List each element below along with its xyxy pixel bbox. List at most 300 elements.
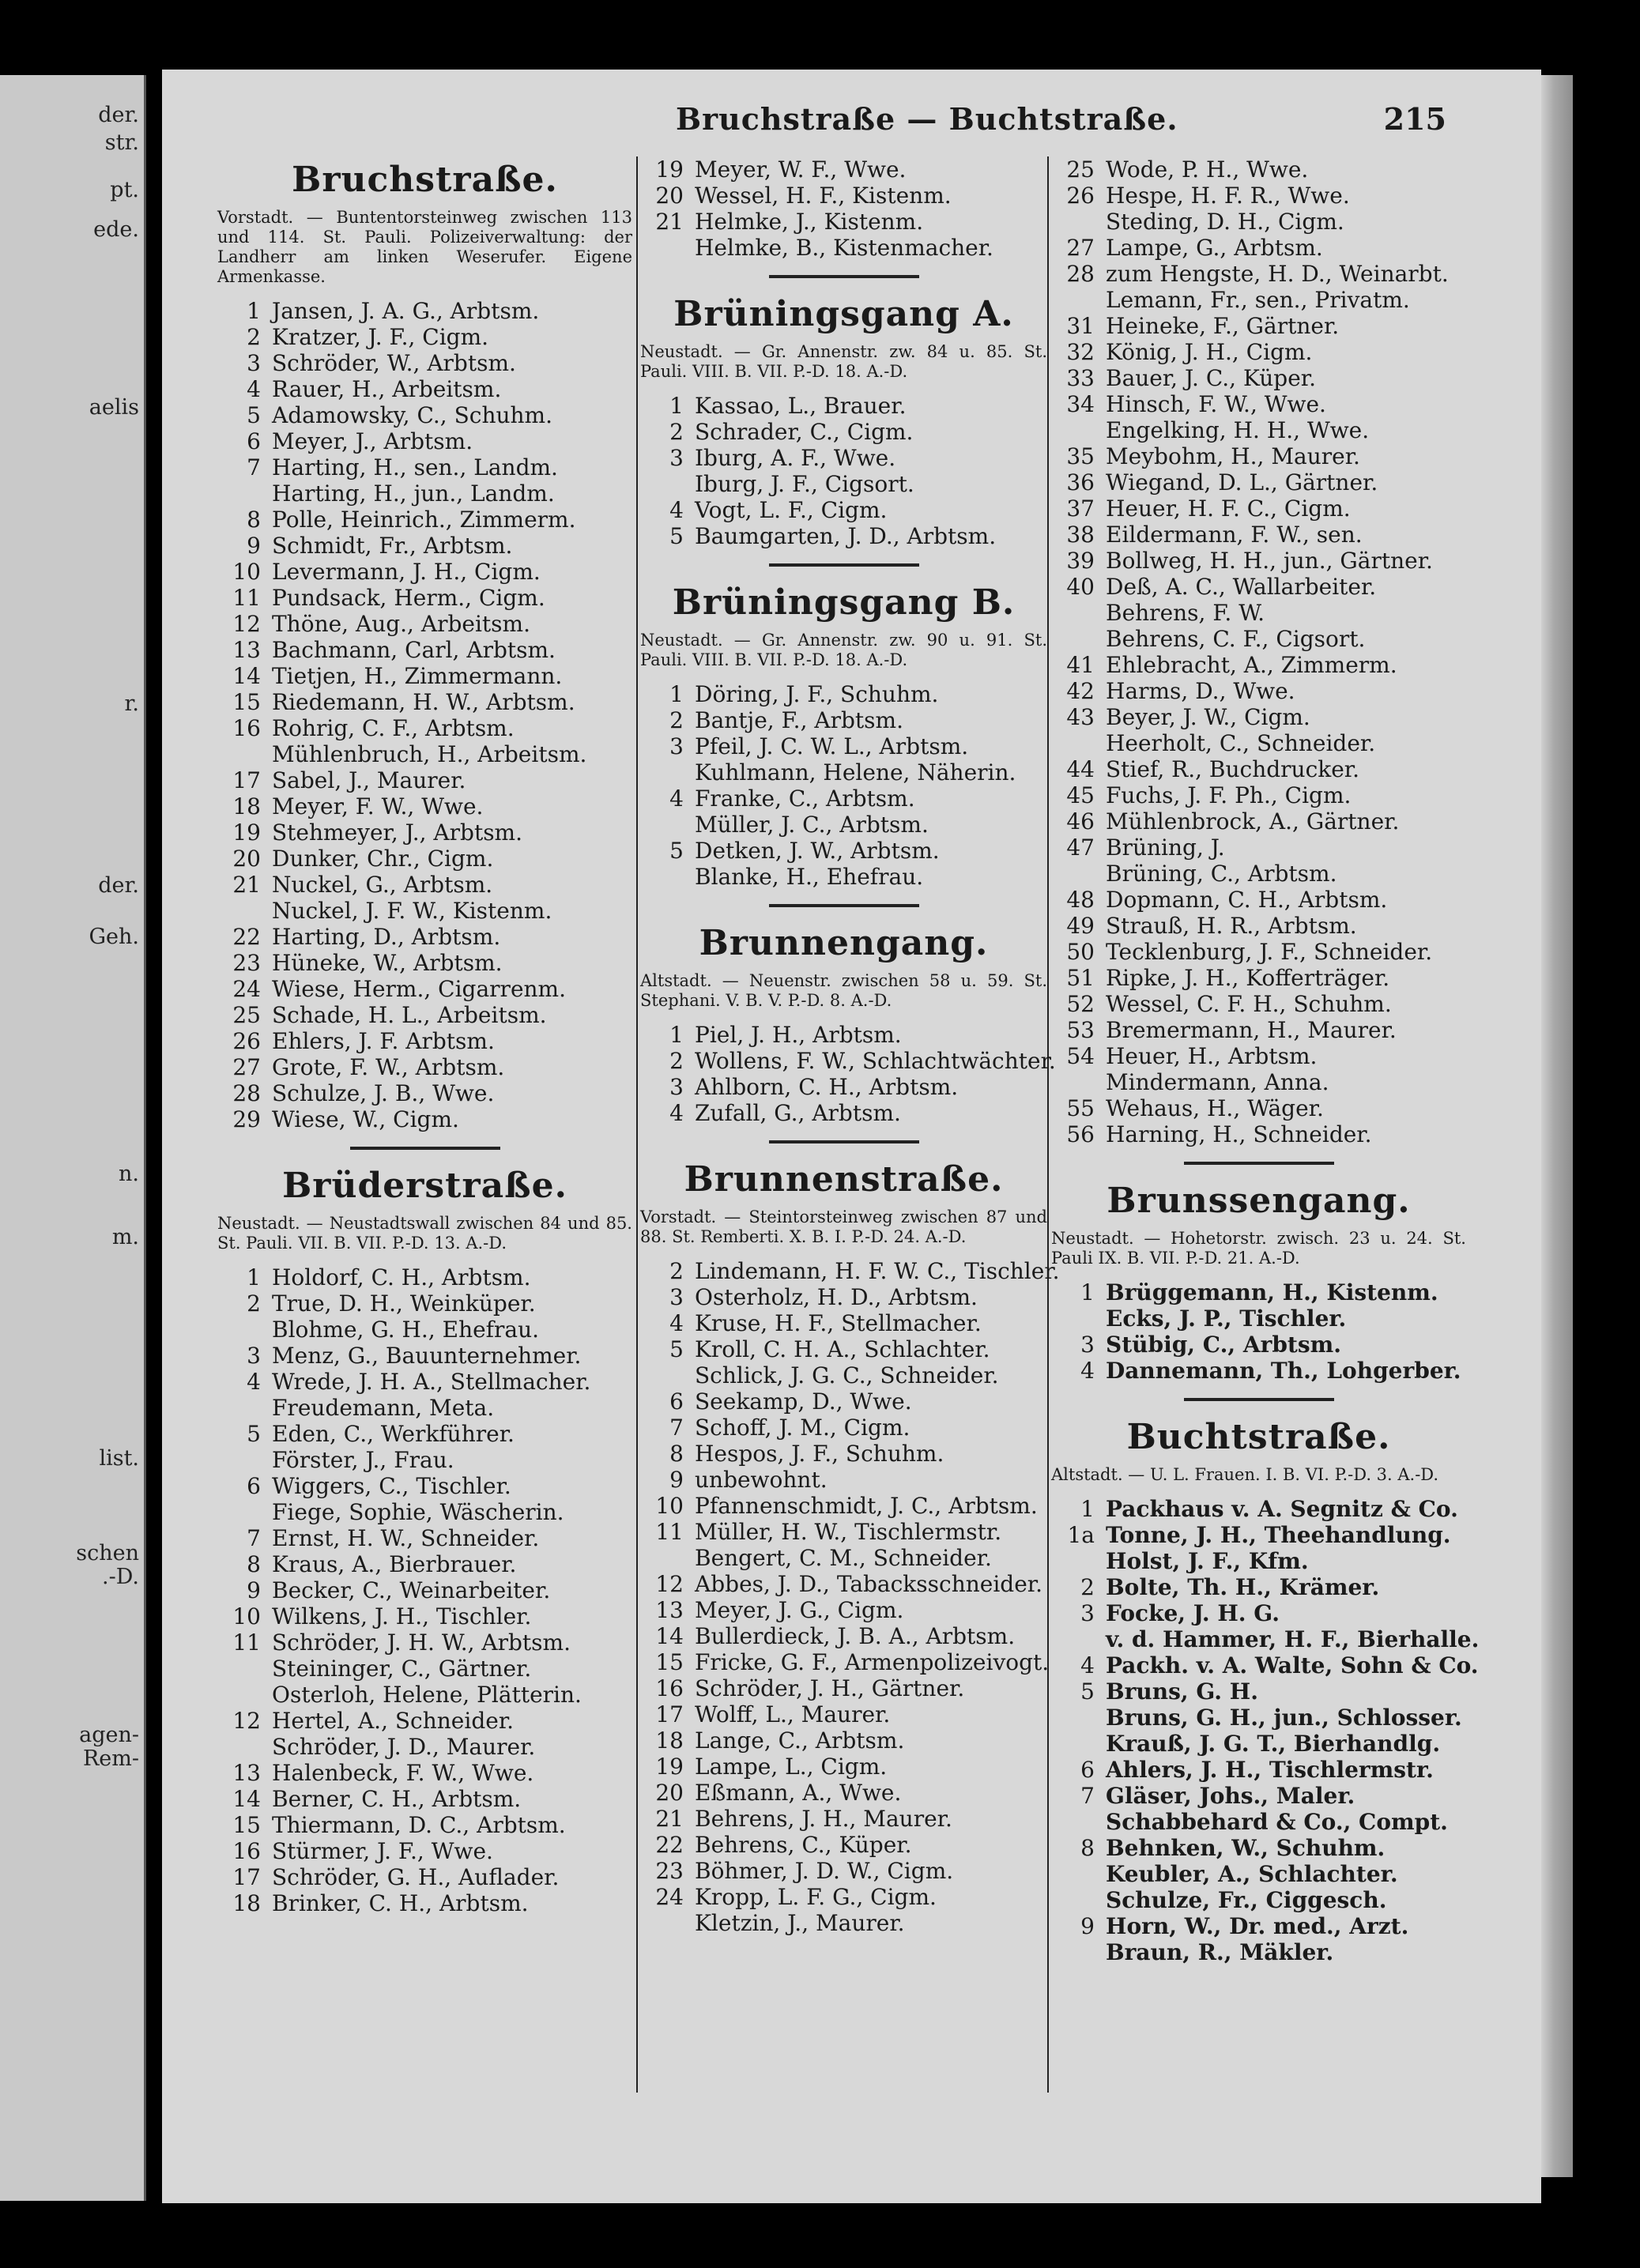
- resident-name: Packhaus v. A. Segnitz & Co.: [1106, 1496, 1458, 1522]
- resident-entry: [217, 872, 632, 898]
- resident-entry: [217, 1473, 632, 1499]
- resident-name: Lemann, Fr., sen., Privatm.: [1106, 287, 1410, 313]
- resident-name: Kropp, L. F. G., Cigm.: [695, 1884, 937, 1910]
- house-number: 29: [232, 1106, 261, 1132]
- resident-name: Hespos, J. F., Schuhm.: [695, 1441, 944, 1467]
- house-number: 4: [1080, 1652, 1095, 1678]
- resident-name: Lampe, L., Cigm.: [695, 1754, 888, 1780]
- resident-entry: [1051, 756, 1466, 782]
- resident-entry: [217, 1864, 632, 1890]
- resident-entry: [640, 812, 1047, 838]
- resident-entry: [217, 1421, 632, 1447]
- street-heading: Buchtstraße.: [1126, 1417, 1391, 1457]
- resident-entry: [640, 1362, 1047, 1388]
- house-number: 44: [1066, 756, 1095, 782]
- resident-name: Nuckel, J. F. W., Kistenm.: [272, 898, 552, 924]
- resident-entry: [217, 846, 632, 872]
- house-number: 56: [1066, 1121, 1095, 1147]
- resident-entry: [217, 480, 632, 507]
- resident-name: Bullerdieck, J. B. A., Arbtsm.: [695, 1623, 1016, 1649]
- resident-entry: [1051, 1279, 1466, 1305]
- left-page-text: der.: [98, 873, 139, 898]
- left-page-text: str.: [104, 130, 139, 155]
- resident-name: Tecklenburg, J. F., Schneider.: [1106, 939, 1433, 965]
- house-number: 46: [1066, 808, 1095, 834]
- house-number: 1a: [1067, 1522, 1095, 1548]
- resident-name: König, J. H., Cigm.: [1106, 339, 1313, 365]
- house-number: 3: [669, 733, 684, 759]
- column-3: [1051, 156, 1480, 1965]
- resident-entry: [640, 1623, 1047, 1649]
- street-description: Neustadt. — Neustadtswall zwischen 84 und 85. St. Pauli. VII. B. VII. P.-D. 13. A.-D.: [217, 1214, 632, 1253]
- house-number: 35: [1066, 443, 1095, 469]
- resident-name: Bruns, G. H., jun., Schlosser.: [1106, 1705, 1462, 1731]
- running-header: [162, 101, 1541, 149]
- house-number: 1: [669, 393, 684, 419]
- house-number: 21: [232, 872, 261, 898]
- house-number: 8: [247, 507, 261, 533]
- house-number: 25: [1066, 156, 1095, 183]
- resident-entry: [217, 1577, 632, 1603]
- house-number: [1051, 1809, 1106, 1835]
- street-description: Neustadt. — Gr. Annenstr. zw. 84 u. 85. St. Pauli. VIII. B. VII. P.-D. 18. A.-D.: [640, 342, 1047, 381]
- resident-name: Holdorf, C. H., Arbtsm.: [272, 1264, 531, 1290]
- resident-name: Schoff, J. M., Cigm.: [695, 1415, 910, 1441]
- resident-entry: [1051, 1835, 1466, 1861]
- left-page-text: n.: [119, 1162, 139, 1186]
- resident-name: Hüneke, W., Arbtsm.: [272, 950, 503, 976]
- house-number: 32: [1066, 339, 1095, 365]
- resident-name: v. d. Hammer, H. F., Bierhalle.: [1106, 1626, 1480, 1652]
- resident-entry: [217, 559, 632, 585]
- resident-entry: [1051, 469, 1466, 495]
- resident-entry: [640, 1441, 1047, 1467]
- resident-name: Behrens, C., Küper.: [695, 1832, 912, 1858]
- resident-entry: [1051, 730, 1466, 756]
- resident-name: Kroll, C. H. A., Schlachter.: [695, 1336, 990, 1362]
- house-number: [1051, 600, 1106, 626]
- resident-entry: [1051, 1705, 1466, 1731]
- house-number: [640, 471, 695, 497]
- resident-name: Grote, F. W., Arbtsm.: [272, 1054, 505, 1080]
- resident-entry: [1051, 495, 1466, 522]
- resident-entry: [1051, 313, 1466, 339]
- resident-entry: [1051, 1121, 1466, 1147]
- house-number: 2: [247, 1290, 261, 1317]
- resident-name: Braun, R., Mäkler.: [1106, 1939, 1334, 1965]
- house-number: [1051, 1705, 1106, 1731]
- house-number: [217, 1656, 272, 1682]
- resident-name: Bruns, G. H.: [1106, 1678, 1259, 1705]
- resident-name: Wrede, J. H. A., Stellmacher.: [272, 1369, 591, 1395]
- resident-name: Schrader, C., Cigm.: [695, 419, 914, 445]
- resident-name: Beyer, J. W., Cigm.: [1106, 704, 1310, 730]
- house-number: 36: [1066, 469, 1095, 495]
- resident-name: Kraus, A., Bierbrauer.: [272, 1551, 517, 1577]
- resident-entry: [1051, 1731, 1466, 1757]
- resident-name: Bolte, Th. H., Krämer.: [1106, 1574, 1380, 1600]
- house-number: [640, 1910, 695, 1936]
- resident-entry: [640, 838, 1047, 864]
- house-number: 9: [247, 533, 261, 559]
- resident-entry: [640, 1910, 1047, 1936]
- resident-entry: [217, 533, 632, 559]
- resident-name: Mühlenbruch, H., Arbeitsm.: [272, 741, 587, 767]
- resident-entry: [640, 864, 1047, 890]
- house-number: 48: [1066, 887, 1095, 913]
- resident-name: Gläser, Johs., Maler.: [1106, 1783, 1355, 1809]
- resident-name: Eßmann, A., Wwe.: [695, 1780, 902, 1806]
- street-description: Neustadt. — Gr. Annenstr. zw. 90 u. 91. St. Pauli. VIII. B. VII. P.-D. 18. A.-D.: [640, 631, 1047, 669]
- resident-name: Helmke, B., Kistenmacher.: [695, 235, 993, 261]
- house-number: 3: [669, 1284, 684, 1310]
- house-number: 9: [247, 1577, 261, 1603]
- resident-entry: [640, 445, 1047, 471]
- resident-entry: [640, 707, 1047, 733]
- street-heading: Brunssengang.: [1107, 1181, 1411, 1221]
- resident-name: Deß, A. C., Wallarbeiter.: [1106, 574, 1377, 600]
- resident-name: Wolff, L., Maurer.: [695, 1701, 891, 1727]
- resident-entry: [217, 976, 632, 1002]
- house-number: 37: [1066, 495, 1095, 522]
- house-number: 3: [247, 1343, 261, 1369]
- street-description: Altstadt. — U. L. Frauen. I. B. VI. P.-D. 3. A.-D.: [1051, 1465, 1439, 1484]
- resident-name: Abbes, J. D., Tabacksschneider.: [695, 1571, 1042, 1597]
- resident-entry: [640, 1519, 1047, 1545]
- house-number: 2: [669, 419, 684, 445]
- house-number: 24: [232, 976, 261, 1002]
- resident-name: Meyer, F. W., Wwe.: [272, 793, 484, 819]
- resident-name: Stürmer, J. F., Wwe.: [272, 1838, 493, 1864]
- resident-entry: [640, 209, 1047, 235]
- resident-name: Böhmer, J. D. W., Cigm.: [695, 1858, 954, 1884]
- house-number: 21: [655, 209, 684, 235]
- resident-entry: [640, 419, 1047, 445]
- resident-entry: [640, 1048, 1056, 1074]
- house-number: 14: [655, 1623, 684, 1649]
- resident-name: Meyer, J. G., Cigm.: [695, 1597, 904, 1623]
- resident-entry: [217, 1317, 632, 1343]
- page-number: 215: [1383, 101, 1446, 137]
- resident-name: Bollweg, H. H., jun., Gärtner.: [1106, 548, 1433, 574]
- house-number: 7: [247, 1525, 261, 1551]
- house-number: [1051, 1305, 1106, 1332]
- resident-entry: [217, 1080, 632, 1106]
- resident-name: Menz, G., Bauunternehmer.: [272, 1343, 582, 1369]
- left-page-text: .-D.: [102, 1565, 139, 1589]
- resident-name: Schmidt, Fr., Arbtsm.: [272, 533, 513, 559]
- house-number: 22: [655, 1832, 684, 1858]
- resident-name: Fuchs, J. F. Ph., Cigm.: [1106, 782, 1352, 808]
- house-number: 7: [1080, 1783, 1095, 1809]
- resident-name: Wehaus, H., Wäger.: [1106, 1095, 1324, 1121]
- house-number: 9: [1080, 1913, 1095, 1939]
- house-number: 12: [232, 611, 261, 637]
- resident-entry: [1051, 1600, 1466, 1626]
- resident-entry: [217, 1447, 632, 1473]
- resident-entry: [1051, 861, 1466, 887]
- house-number: [1051, 287, 1106, 313]
- house-number: 20: [655, 183, 684, 209]
- resident-entry: [217, 324, 632, 350]
- left-page-text: agen-: [79, 1723, 139, 1747]
- house-number: 43: [1066, 704, 1095, 730]
- house-number: 5: [1080, 1678, 1095, 1705]
- resident-entry: [217, 402, 632, 428]
- house-number: [640, 1362, 695, 1388]
- resident-name: Rauer, H., Arbeitsm.: [272, 376, 502, 402]
- house-number: 4: [247, 376, 261, 402]
- house-number: 27: [232, 1054, 261, 1080]
- resident-entry: [640, 1884, 1047, 1910]
- house-number: [640, 864, 695, 890]
- resident-name: Berner, C. H., Arbtsm.: [272, 1786, 522, 1812]
- resident-name: Wollens, F. W., Schlachtwächter.: [695, 1048, 1056, 1074]
- resident-entry: [640, 1806, 1047, 1832]
- resident-name: Wiese, W., Cigm.: [272, 1106, 459, 1132]
- resident-entry: [1051, 1757, 1466, 1783]
- resident-entry: [217, 1054, 632, 1080]
- resident-entry: [1051, 1913, 1466, 1939]
- resident-entry: [640, 1310, 1047, 1336]
- house-number: 2: [1080, 1574, 1095, 1600]
- resident-name: Tonne, J. H., Theehandlung.: [1106, 1522, 1451, 1548]
- street-heading: Brüningsgang A.: [673, 294, 1014, 334]
- house-number: [217, 1499, 272, 1525]
- left-page-text: r.: [124, 691, 139, 716]
- resident-name: Lindemann, H. F. W. C., Tischler.: [695, 1258, 1060, 1284]
- house-number: [217, 741, 272, 767]
- resident-name: Harting, H., sen., Landm.: [272, 454, 558, 480]
- house-number: 18: [232, 1890, 261, 1916]
- resident-entry: [1051, 678, 1466, 704]
- resident-entry: [217, 1734, 632, 1760]
- house-number: 28: [1066, 261, 1095, 287]
- house-number: 2: [669, 1258, 684, 1284]
- resident-entry: [217, 298, 632, 324]
- resident-entry: [217, 507, 632, 533]
- resident-entry: [217, 1028, 632, 1054]
- resident-entry: [217, 663, 632, 689]
- resident-name: Mühlenbrock, A., Gärtner.: [1106, 808, 1400, 834]
- resident-entry: [640, 156, 1047, 183]
- section-separator: [1184, 1398, 1334, 1401]
- resident-entry: [217, 1002, 632, 1028]
- resident-name: Bachmann, Carl, Arbtsm.: [272, 637, 556, 663]
- house-number: 6: [669, 1388, 684, 1415]
- resident-entry: [1051, 600, 1466, 626]
- house-number: 47: [1066, 834, 1095, 861]
- resident-name: Förster, J., Frau.: [272, 1447, 454, 1473]
- resident-entry: [640, 1701, 1047, 1727]
- street-heading: Bruchstraße.: [292, 160, 558, 200]
- resident-name: Stehmeyer, J., Arbtsm.: [272, 819, 523, 846]
- resident-entry: [217, 689, 632, 715]
- resident-name: Piel, J. H., Arbtsm.: [695, 1022, 902, 1048]
- resident-entry: [1051, 1861, 1466, 1887]
- house-number: 7: [669, 1415, 684, 1441]
- house-number: 13: [232, 1760, 261, 1786]
- column-2: [640, 156, 1060, 1936]
- resident-name: Schade, H. L., Arbeitsm.: [272, 1002, 547, 1028]
- house-number: 4: [669, 497, 684, 523]
- resident-entry: [1051, 235, 1466, 261]
- house-number: 5: [669, 523, 684, 549]
- section-separator: [350, 1147, 500, 1150]
- resident-name: Iburg, A. F., Wwe.: [695, 445, 896, 471]
- house-number: 45: [1066, 782, 1095, 808]
- left-page-text: der.: [98, 103, 139, 127]
- resident-entry: [1051, 808, 1466, 834]
- house-number: 4: [247, 1369, 261, 1395]
- house-number: 49: [1066, 913, 1095, 939]
- house-number: 33: [1066, 365, 1095, 391]
- resident-entry: [640, 1415, 1047, 1441]
- resident-entry: [217, 1603, 632, 1629]
- house-number: [217, 1682, 272, 1708]
- resident-name: Freudemann, Meta.: [272, 1395, 495, 1421]
- house-number: 13: [655, 1597, 684, 1623]
- resident-name: Brüggemann, H., Kistenm.: [1106, 1279, 1438, 1305]
- left-page-text: ede.: [93, 217, 139, 242]
- house-number: 12: [655, 1571, 684, 1597]
- house-number: 7: [247, 454, 261, 480]
- house-number: [1051, 1939, 1106, 1965]
- resident-name: Engelking, H. H., Wwe.: [1106, 417, 1370, 443]
- resident-entry: [1051, 287, 1466, 313]
- resident-entry: [217, 1343, 632, 1369]
- resident-entry: [640, 681, 1047, 707]
- resident-entry: [217, 898, 632, 924]
- house-number: 16: [232, 715, 261, 741]
- resident-name: Brüning, J.: [1106, 834, 1225, 861]
- resident-entry: [1051, 1043, 1466, 1069]
- resident-name: Döring, J. F., Schuhm.: [695, 681, 939, 707]
- resident-name: Wiegand, D. L., Gärtner.: [1106, 469, 1378, 495]
- house-number: 15: [655, 1649, 684, 1675]
- house-number: 21: [655, 1806, 684, 1832]
- resident-name: Osterloh, Helene, Plätterin.: [272, 1682, 582, 1708]
- resident-name: Franke, C., Arbtsm.: [695, 786, 915, 812]
- resident-entry: [1051, 1574, 1466, 1600]
- resident-entry: [640, 393, 1047, 419]
- resident-entry: [217, 1106, 632, 1132]
- resident-name: Bengert, C. M., Schneider.: [695, 1545, 992, 1571]
- house-number: 3: [1080, 1600, 1095, 1626]
- house-number: 8: [247, 1551, 261, 1577]
- resident-entry: [217, 611, 632, 637]
- house-number: [217, 1395, 272, 1421]
- resident-name: Wiese, Herm., Cigarrenm.: [272, 976, 566, 1002]
- house-number: [217, 898, 272, 924]
- resident-name: Lampe, G., Arbtsm.: [1106, 235, 1323, 261]
- house-number: 4: [669, 786, 684, 812]
- resident-name: Brinker, C. H., Arbtsm.: [272, 1890, 529, 1916]
- street-description: Vorstadt. — Buntentorsteinweg zwischen 113 und 114. St. Pauli. Polizeiverwaltung: der Landherr am linken Weserufer. Eigene Armenkasse.: [217, 208, 632, 286]
- resident-name: Müller, H. W., Tischlermstr.: [695, 1519, 1002, 1545]
- resident-entry: [1051, 548, 1466, 574]
- resident-name: Ahlers, J. H., Tischlermstr.: [1106, 1757, 1434, 1783]
- resident-entry: [1051, 965, 1466, 991]
- resident-name: Thöne, Aug., Arbeitsm.: [272, 611, 530, 637]
- resident-name: Heineke, F., Gärtner.: [1106, 313, 1340, 339]
- resident-name: Ehlers, J. F. Arbtsm.: [272, 1028, 495, 1054]
- house-number: 4: [669, 1310, 684, 1336]
- resident-entry: [1051, 1939, 1466, 1965]
- house-number: [640, 812, 695, 838]
- house-number: 6: [247, 1473, 261, 1499]
- resident-name: Hertel, A., Schneider.: [272, 1708, 515, 1734]
- resident-name: Krauß, J. G. T., Bierhandlg.: [1106, 1731, 1441, 1757]
- house-number: 23: [655, 1858, 684, 1884]
- house-number: [1051, 1626, 1106, 1652]
- resident-entry: [1051, 156, 1466, 183]
- resident-name: Schulze, Fr., Ciggesch.: [1106, 1887, 1387, 1913]
- resident-name: Behnken, W., Schuhm.: [1106, 1835, 1386, 1861]
- resident-entry: [640, 183, 1047, 209]
- resident-name: Thiermann, D. C., Arbtsm.: [272, 1812, 566, 1838]
- column-1: [217, 156, 632, 1916]
- resident-name: Meyer, W. F., Wwe.: [695, 156, 907, 183]
- resident-name: Schröder, G. H., Auflader.: [272, 1864, 560, 1890]
- resident-name: Focke, J. H. G.: [1106, 1600, 1280, 1626]
- resident-entry: [640, 1754, 1047, 1780]
- house-number: 3: [669, 1074, 684, 1100]
- resident-entry: [217, 950, 632, 976]
- resident-name: Wiggers, C., Tischler.: [272, 1473, 511, 1499]
- resident-entry: [217, 1786, 632, 1812]
- resident-entry: [1051, 443, 1466, 469]
- left-page-fragment: [0, 75, 146, 2201]
- resident-name: unbewohnt.: [695, 1467, 828, 1493]
- house-number: [1051, 1887, 1106, 1913]
- resident-entry: [640, 1284, 1047, 1310]
- resident-name: Kratzer, J. F., Cigm.: [272, 324, 489, 350]
- resident-entry: [1051, 1095, 1466, 1121]
- left-page-text: aelis: [89, 395, 139, 420]
- resident-name: Becker, C., Weinarbeiter.: [272, 1577, 551, 1603]
- resident-entry: [640, 1022, 1047, 1048]
- resident-entry: [1051, 1496, 1466, 1522]
- house-number: [640, 759, 695, 786]
- resident-entry: [1051, 1678, 1466, 1705]
- resident-name: Polle, Heinrich., Zimmerm.: [272, 507, 576, 533]
- house-number: [1051, 1731, 1106, 1757]
- resident-entry: [1051, 1305, 1466, 1332]
- resident-entry: [640, 1727, 1047, 1754]
- resident-name: Fiege, Sophie, Wäscherin.: [272, 1499, 564, 1525]
- street-heading: Brüningsgang B.: [672, 582, 1016, 623]
- resident-name: Kuhlmann, Helene, Näherin.: [695, 759, 1016, 786]
- resident-entry: [1051, 626, 1466, 652]
- house-number: 17: [232, 1864, 261, 1890]
- resident-name: Behrens, C. F., Cigsort.: [1106, 626, 1366, 652]
- resident-entry: [640, 1467, 1047, 1493]
- left-page-text: Geh.: [89, 925, 139, 949]
- house-number: [217, 1447, 272, 1473]
- resident-name: Meyer, J., Arbtsm.: [272, 428, 473, 454]
- street-heading: Brüderstraße.: [282, 1166, 567, 1206]
- resident-entry: [640, 1545, 1047, 1571]
- resident-entry: [640, 733, 1047, 759]
- resident-name: Behrens, J. H., Maurer.: [695, 1806, 952, 1832]
- resident-name: Eden, C., Werkführer.: [272, 1421, 515, 1447]
- resident-name: Packh. v. A. Walte, Sohn & Co.: [1106, 1652, 1479, 1678]
- resident-entry: [217, 1656, 632, 1682]
- resident-entry: [640, 1832, 1047, 1858]
- resident-name: Steding, D. H., Cigm.: [1106, 209, 1344, 235]
- resident-entry: [217, 1812, 632, 1838]
